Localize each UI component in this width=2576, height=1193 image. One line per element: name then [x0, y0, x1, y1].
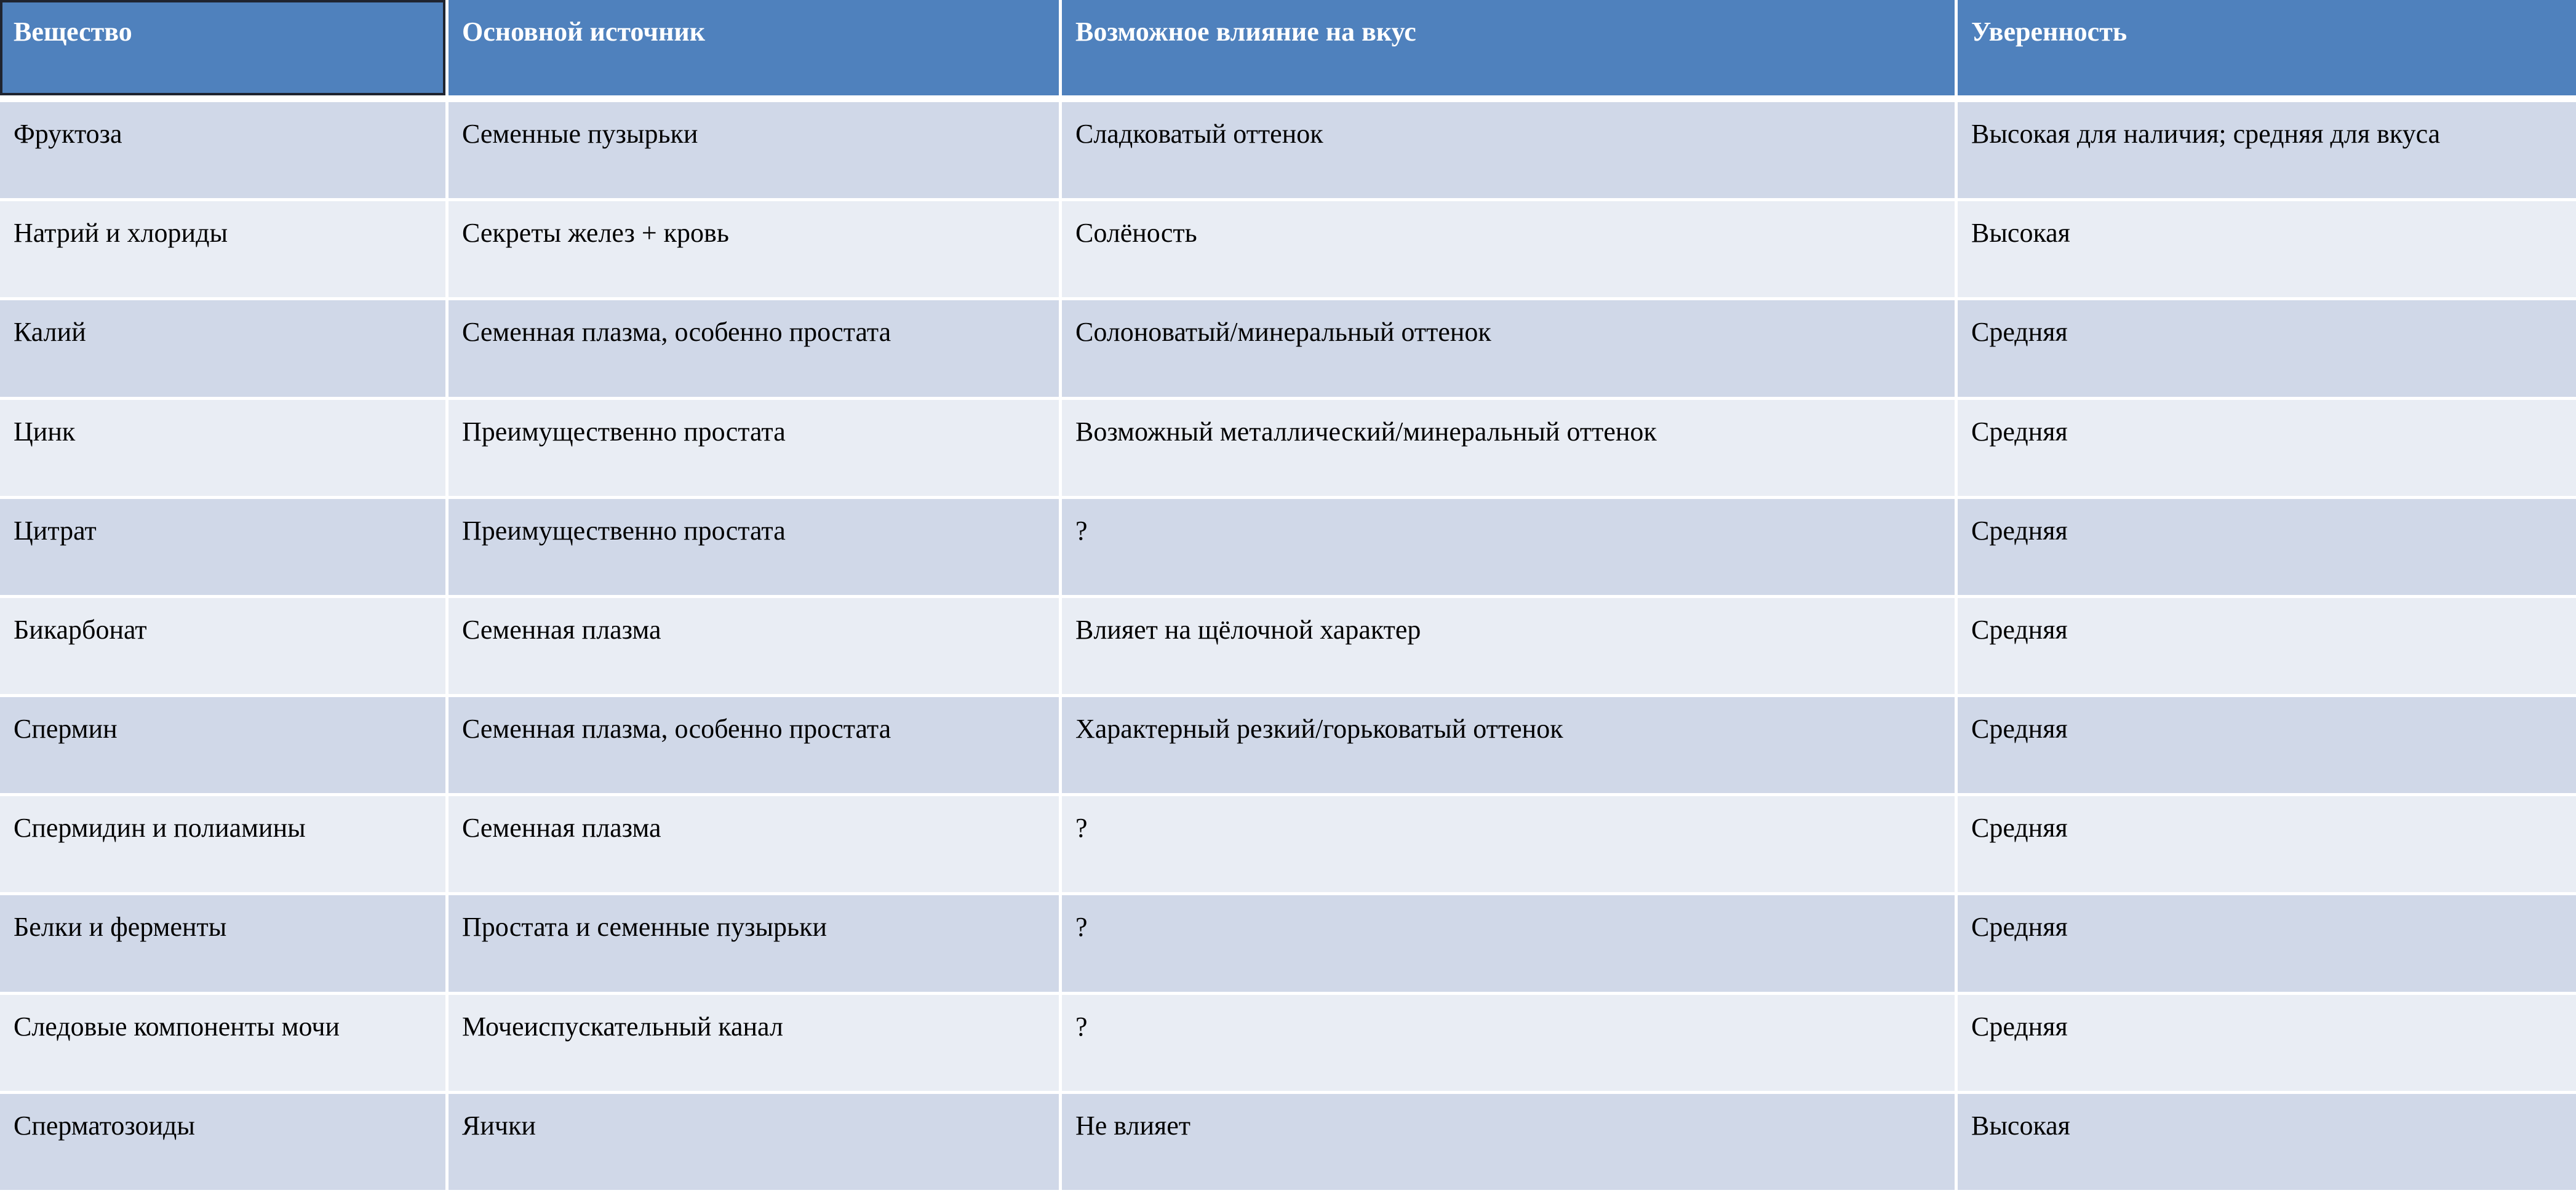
source-cell[interactable]: Преимущественно простата: [449, 499, 1062, 598]
substance-cell[interactable]: Белки и ферменты: [0, 895, 449, 994]
table-row: [0, 697, 2576, 796]
substance-cell[interactable]: Сперматозоиды: [0, 1094, 449, 1193]
header-cell-confidence[interactable]: Уверенность: [1958, 0, 2576, 102]
confidence-cell[interactable]: Средняя: [1958, 598, 2576, 697]
source-cell[interactable]: Яички: [449, 1094, 1062, 1193]
table-row: [0, 400, 2576, 499]
taste-effect-cell[interactable]: Характерный резкий/горьковатый оттенок: [1062, 697, 1958, 796]
source-cell[interactable]: Семенная плазма, особенно простата: [449, 697, 1062, 796]
table-row: [0, 796, 2576, 895]
table-row: [0, 1094, 2576, 1193]
taste-effect-cell[interactable]: Солёность: [1062, 201, 1958, 300]
table-body: [0, 102, 2576, 1193]
taste-effect-cell[interactable]: Не влияет: [1062, 1094, 1958, 1193]
taste-effect-cell[interactable]: ?: [1062, 995, 1958, 1094]
source-cell[interactable]: Секреты желез + кровь: [449, 201, 1062, 300]
substance-cell[interactable]: Следовые компоненты мочи: [0, 995, 449, 1094]
taste-effect-cell[interactable]: ?: [1062, 895, 1958, 994]
taste-effect-cell[interactable]: Солоноватый/минеральный оттенок: [1062, 300, 1958, 399]
confidence-cell[interactable]: Высокая для наличия; средняя для вкуса: [1958, 102, 2576, 201]
substance-cell[interactable]: Спермидин и полиамины: [0, 796, 449, 895]
source-cell[interactable]: Семенная плазма: [449, 598, 1062, 697]
taste-effect-cell[interactable]: Сладковатый оттенок: [1062, 102, 1958, 201]
source-cell[interactable]: Семенная плазма, особенно простата: [449, 300, 1062, 399]
table-row: [0, 300, 2576, 399]
taste-effect-cell[interactable]: ?: [1062, 499, 1958, 598]
confidence-cell[interactable]: Средняя: [1958, 796, 2576, 895]
substance-cell[interactable]: Бикарбонат: [0, 598, 449, 697]
taste-effect-cell[interactable]: ?: [1062, 796, 1958, 895]
confidence-cell[interactable]: Средняя: [1958, 697, 2576, 796]
confidence-cell[interactable]: Средняя: [1958, 499, 2576, 598]
substance-cell[interactable]: Фруктоза: [0, 102, 449, 201]
taste-effect-cell[interactable]: Влияет на щёлочной характер: [1062, 598, 1958, 697]
header-cell-substance[interactable]: Вещество: [0, 0, 449, 102]
source-cell[interactable]: Семенные пузырьки: [449, 102, 1062, 201]
header-cell-source[interactable]: Основной источник: [449, 0, 1062, 102]
substance-cell[interactable]: Цитрат: [0, 499, 449, 598]
table-row: [0, 995, 2576, 1094]
table-row: [0, 102, 2576, 201]
confidence-cell[interactable]: Средняя: [1958, 300, 2576, 399]
table-row: [0, 598, 2576, 697]
table-row: [0, 499, 2576, 598]
source-cell[interactable]: Семенная плазма: [449, 796, 1062, 895]
confidence-cell[interactable]: Средняя: [1958, 895, 2576, 994]
taste-effect-cell[interactable]: Возможный металлический/минеральный оттенок: [1062, 400, 1958, 499]
source-cell[interactable]: Простата и семенные пузырьки: [449, 895, 1062, 994]
substance-cell[interactable]: Натрий и хлориды: [0, 201, 449, 300]
confidence-cell[interactable]: Средняя: [1958, 995, 2576, 1094]
substance-cell[interactable]: Спермин: [0, 697, 449, 796]
confidence-cell[interactable]: Высокая: [1958, 201, 2576, 300]
confidence-cell[interactable]: Высокая: [1958, 1094, 2576, 1193]
confidence-cell[interactable]: Средняя: [1958, 400, 2576, 499]
substance-cell[interactable]: Калий: [0, 300, 449, 399]
header-row: [0, 0, 2576, 102]
source-cell[interactable]: Преимущественно простата: [449, 400, 1062, 499]
source-cell[interactable]: Мочеиспускательный канал: [449, 995, 1062, 1094]
substance-cell[interactable]: Цинк: [0, 400, 449, 499]
table-row: [0, 895, 2576, 994]
header-cell-taste-effect[interactable]: Возможное влияние на вкус: [1062, 0, 1958, 102]
table-row: [0, 201, 2576, 300]
